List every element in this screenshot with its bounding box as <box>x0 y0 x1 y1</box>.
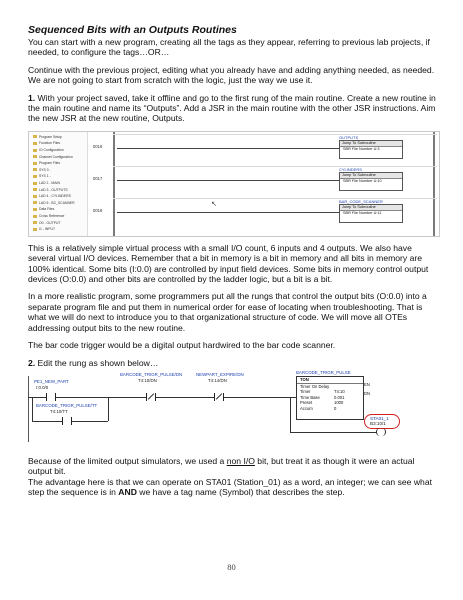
jsr-value: U:10 <box>373 178 382 183</box>
jsr-title: Jump To Subroutine <box>340 141 402 147</box>
branch-left <box>32 397 33 421</box>
jsr-value: U:3 <box>373 146 380 151</box>
tree-item-label: I1 - INPUT <box>39 227 56 232</box>
ton-value: T4:10 <box>334 389 345 395</box>
tree-item[interactable] <box>33 148 64 152</box>
ladder-view <box>91 132 437 236</box>
folder-icon <box>33 149 37 152</box>
ton-value: 0.001 <box>334 394 345 400</box>
paragraph-advantage <box>28 477 438 498</box>
tree-item-label: Program Setup <box>39 134 62 139</box>
advantage-bold: AND <box>118 487 137 498</box>
ton-value: 0 <box>334 405 337 411</box>
paragraph-continue: Continue with the previous project, editing what you already have and adding anything needed, as needed. We are not going to start from scratch with the logic, just the way we use it. <box>28 64 435 86</box>
tree-item[interactable] <box>33 194 71 198</box>
contact-3-label: NEWPART_EXPIRE/DN <box>196 371 244 377</box>
folder-icon <box>33 201 37 204</box>
contact-2-nc <box>146 393 156 401</box>
tree-item[interactable] <box>33 227 55 231</box>
tree-item-label: SYS 1 - <box>39 174 51 179</box>
branch-contact-address: T4:10/TT <box>50 408 68 414</box>
output-wire <box>290 432 376 433</box>
rung-wire <box>117 148 339 149</box>
tree-item-label: LAD 4 - CYLINDERS <box>39 194 71 199</box>
tree-item-label: Data Files <box>39 207 55 212</box>
folder-icon <box>33 221 37 224</box>
tree-item[interactable] <box>33 141 60 145</box>
jsr-screenshot <box>28 131 440 237</box>
non-io-text-a: Because of the limited output simulators, we used a <box>28 455 227 466</box>
rung-number: 0018 <box>93 207 103 213</box>
step-2 <box>28 358 438 368</box>
tree-item[interactable] <box>33 201 75 205</box>
ton-row <box>297 406 363 412</box>
jsr-block[interactable] <box>339 172 403 191</box>
ton-block <box>296 376 364 420</box>
jsr-tag: BAR_CODE_SCANNER <box>339 198 383 204</box>
folder-icon <box>33 175 37 178</box>
jsr-param: SBR File Number <box>343 178 373 183</box>
rung-wire <box>117 212 339 213</box>
advantage-text-a: The advantage here is that we can operate on STA01 (Station_01) as a word, an integer; we can see what step the sequence is in <box>28 476 432 498</box>
tree-item-label: SYS 0 - <box>39 167 51 172</box>
ton-dn-output: DN <box>364 390 371 396</box>
tree-item-label: LAD 3 - OUTPUTS <box>39 187 68 192</box>
project-tree <box>29 132 88 236</box>
ton-param: Accum <box>300 405 313 411</box>
rung-wire <box>117 180 339 181</box>
rung-number: 0016 <box>93 143 103 149</box>
tree-item[interactable] <box>33 135 62 139</box>
left-rail <box>113 132 115 236</box>
folder-icon <box>33 142 37 145</box>
jsr-block[interactable] <box>339 204 403 223</box>
contact-3-nc <box>214 393 224 401</box>
tree-item[interactable] <box>33 155 73 159</box>
contact-1-address: I:0.0/0 <box>36 384 49 390</box>
tree-item[interactable] <box>33 207 54 211</box>
paragraph-realistic-program: In a more realistic program, some programmers put all the rungs that control the output bits (O:0.0) into a separate program file and put them in numerical order for ease of locating when troubleshooting. That is what we will do next to introduce you to that organizational structure of code. We will move all OTEs addressing output bits to the new routine. <box>28 291 427 333</box>
jsr-param-row <box>340 147 402 152</box>
folder-icon <box>33 182 37 185</box>
step-1-text: With your project saved, take it offline and go to the first rung of the main routine. Create a new routine in the main routine and name its “Outputs”. Add a JSR in the main routine with the other JSR instructions. Aim the new JSR at the new routine, Outputs. <box>28 92 436 124</box>
tree-item[interactable] <box>33 181 60 185</box>
tree-item-label: Program Files <box>39 161 61 166</box>
tree-item-label: IO Configuration <box>39 148 64 153</box>
tree-item-label: LAD 2 - MAIN <box>39 181 60 186</box>
jsr-param: SBR File Number <box>343 146 373 151</box>
mouse-cursor-icon: ↖ <box>211 200 217 208</box>
tree-item[interactable] <box>33 221 60 225</box>
folder-icon <box>33 162 37 165</box>
ton-en-output: EN <box>364 381 370 387</box>
rung-separator <box>113 134 437 135</box>
tree-item-label: Channel Configuration <box>39 154 73 159</box>
contact-2-address: T4:10/DN <box>138 377 157 383</box>
jsr-title: Jump To Subroutine <box>340 173 402 179</box>
left-rail <box>28 376 29 442</box>
tree-item[interactable] <box>33 174 51 178</box>
paragraph-intro: You can start with a new program, creating all the tags as they appear, referring to previous lab projects, if needed, to configure the tags…OR… <box>28 37 430 58</box>
jsr-block[interactable] <box>339 140 403 159</box>
folder-icon <box>33 195 37 198</box>
advantage-text-b: we have a tag name (Symbol) that describes the step. <box>136 487 345 498</box>
ton-param: Timer <box>300 389 311 395</box>
tree-item-label: O0 - OUTPUT <box>39 220 61 225</box>
jsr-param-row <box>340 211 402 216</box>
tree-item[interactable] <box>33 168 51 172</box>
ton-value: 1000 <box>334 400 344 406</box>
branch-contact <box>62 417 72 425</box>
jsr-tag: OUTPUTS <box>339 134 359 140</box>
ton-param: Preset <box>300 400 313 406</box>
jsr-value: U:11 <box>373 210 382 215</box>
folder-icon <box>33 215 37 218</box>
page-number: 80 <box>227 562 236 572</box>
right-rail <box>433 132 435 236</box>
document-page <box>28 24 438 505</box>
jsr-param: SBR File Number <box>343 210 373 215</box>
step-2-text: Edit the rung as shown below… <box>35 357 159 368</box>
rung-separator <box>113 198 437 199</box>
section-title: Sequenced Bits with an Outputs Routines <box>28 24 237 36</box>
folder-icon <box>33 188 37 191</box>
tree-item[interactable] <box>33 214 64 218</box>
output-tag: STA01_1 <box>370 415 389 421</box>
branch-contact-label: BARCODE_TRIGR_PULSE/TT <box>36 402 98 408</box>
ton-param: Time Base <box>300 394 320 400</box>
non-io-text-b: bit, but treat it as though it were an actual output bit. <box>28 455 415 477</box>
tree-item[interactable] <box>33 161 60 165</box>
ton-header: TON <box>297 377 363 384</box>
folder-icon <box>33 208 37 211</box>
paragraph-bar-code: The bar code trigger would be a digital output hardwired to the bar code scanner. <box>28 340 336 351</box>
step-1-number: 1. <box>28 92 36 103</box>
folder-icon <box>33 135 37 138</box>
paragraph-virtual-process: This is a relatively simple virtual process with a small I/O count, 6 inputs and 4 outputs. We also have several virtual I/O devices. Remember that a bit in memory is a bit in memory and all bits in memory are 100% identical. Some bits (I:0.0) are controlled by input field devices. Some bits in memory control output devices (O:0.0) and other bits are controlled by the ladder logic, but a bit is a bit. <box>28 242 429 285</box>
contact-3-address: T4:14/DN <box>208 377 227 383</box>
rung-separator <box>113 166 437 167</box>
ton-param: Timer On Delay <box>300 383 330 389</box>
jsr-title: Jump To Subroutine <box>340 205 402 211</box>
tree-item-label: Cross Reference <box>39 214 65 219</box>
contact-1-label: PE1_NEW_PART <box>34 378 69 384</box>
tree-item-label: LAD 5 - BC_SCANNER <box>39 200 75 205</box>
rung-wire <box>28 397 296 398</box>
paragraph-non-io <box>28 456 438 477</box>
output-branch <box>290 397 291 432</box>
ton-tag: BARCODE_TRIGR_PULSE <box>296 369 351 375</box>
rung-screenshot <box>28 370 438 450</box>
rung-number: 0017 <box>93 175 103 181</box>
contact-2-label: BARCODE_TRIGR_PULSE/DN <box>120 371 183 377</box>
output-coil <box>376 428 386 436</box>
tree-item[interactable] <box>33 188 68 192</box>
tree-item-label: Function Files <box>39 141 61 146</box>
step-1 <box>28 93 438 124</box>
jsr-param-row <box>340 179 402 184</box>
step-2-number: 2. <box>28 357 36 368</box>
branch-right <box>108 397 109 421</box>
folder-icon <box>33 228 37 231</box>
folder-icon <box>33 168 37 171</box>
contact-1 <box>46 393 56 401</box>
jsr-tag: CYLINDERS <box>339 166 362 172</box>
output-address: B3:10/1 <box>370 420 386 426</box>
folder-icon <box>33 155 37 158</box>
non-io-underlined: non I/O <box>226 455 255 466</box>
